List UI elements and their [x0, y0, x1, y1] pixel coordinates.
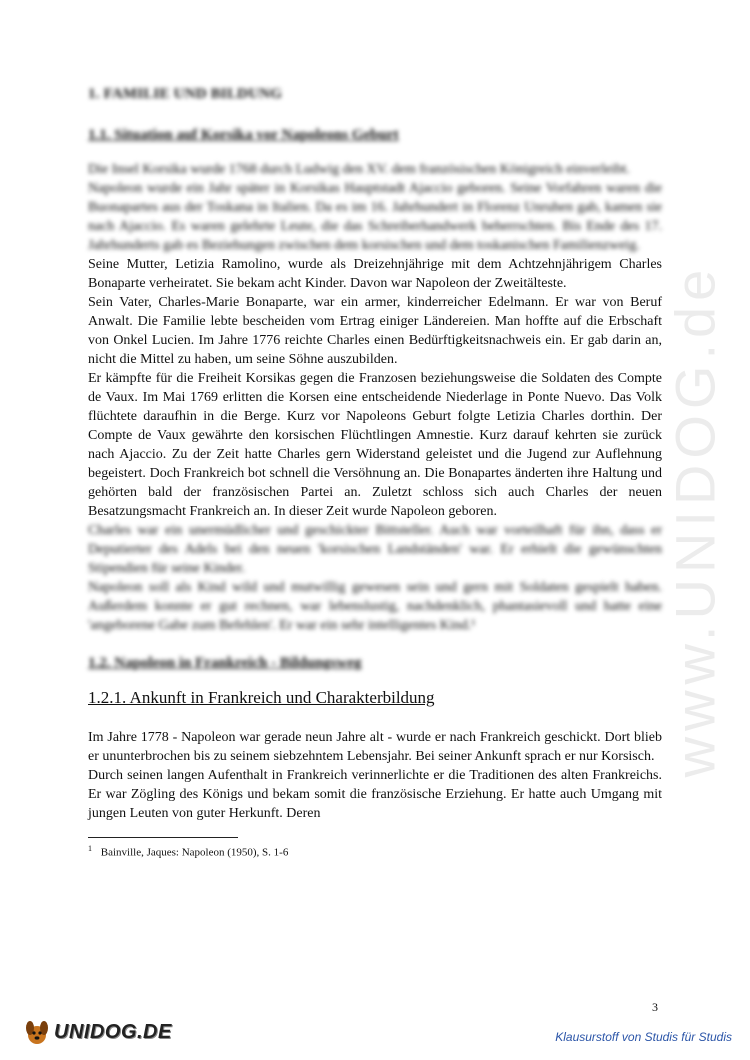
footnote-number: 1	[88, 844, 92, 853]
page-content	[88, 86, 662, 859]
paragraph: Sein Vater, Charles-Marie Bonaparte, war ein armer, kinderreicher Edelmann. Er war von Beruf Anwalt. Die Familie lebte bescheiden vom Ertrag einiger Ländereien. Man hoffte auf die Erbschaft von Onkel Lucien. Im Jahre 1776 reichte Charles einen Bedürftigkeitsnachweis ein. Er gab darin an, nicht die Mittel zu haben, um seine Söhne auszubilden.	[88, 295, 662, 367]
blurred-region	[88, 86, 662, 255]
tagline: Klausurstoff von Studis für Studis	[555, 1030, 732, 1044]
logo-text: UNIDOG.DE	[54, 1020, 172, 1043]
page-number: 3	[652, 1000, 658, 1014]
paragraph: Im Jahre 1778 - Napoleon war gerade neun Jahre alt - wurde er nach Frankreich geschickt. Dort blieb er ununterbrochen bis zu seinem siebzehntem Lebensjahr. Bei seiner Ankunft sprach er nur Korsisch.	[88, 730, 662, 764]
paragraph: Napoleon soll als Kind wild und mutwillig gewesen sein und gern mit Soldaten gespielt haben. Außerdem konnte er gut rechnen, war lebenslustig, nachdenklich, phantasievoll und hatte eine 'angeborene Gabe zum Befehlen'. Er war ein sehr intelligentes Kind.¹	[88, 580, 662, 633]
paragraph: Seine Mutter, Letizia Ramolino, wurde als Dreizehnjährige mit dem Achtzehnjährigem Charles Bonaparte verheiratet. Sie bekam acht Kinder. Davon war Napoleon der Zweitälteste.	[88, 257, 662, 291]
heading-ankunft-in-frankreich: 1.2.1. Ankunft in Frankreich und Charakterbildung	[88, 688, 435, 707]
dog-icon	[24, 1018, 50, 1046]
paragraph: Durch seinen langen Aufenthalt in Frankreich verinnerlichte er die Traditionen des alten Frankreichs. Er war Zögling des Königs und bekam somit die französische Erziehung. Er hatte auch Umgang mit jungen Leuten von guter Herkunft. Deren	[88, 768, 662, 821]
heading-napoleon-in-frankreich: 1.2. Napoleon in Frankreich - Bildungsweg	[88, 655, 362, 671]
unidog-logo	[24, 1018, 172, 1046]
heading-familie-und-bildung: 1. FAMILIE UND BILDUNG	[88, 86, 283, 102]
footnote-divider	[88, 837, 238, 838]
paragraph: Charles war ein unermüdlicher und geschickter Bittsteller. Auch war vorteilhaft für ihn, dass er Deputierter des Adels bei den neuen 'korsischen Landständen' war. Er erhielt die gewünschten Stipendien für seine Kinder.	[88, 523, 662, 576]
footnote-text: Bainville, Jaques: Napoleon (1950), S. 1-6	[100, 846, 289, 859]
paragraph: Napoleon wurde ein Jahr später in Korsikas Hauptstadt Ajaccio geboren. Seine Vorfahren waren die Buonapartes aus der Toskana in Italien. Da es im 16. Jahrhundert in Florenz Unruhen gab, kamen sie nach Ajaccio. Es waren gelehrte Leute, die das Schreiberhandwerk beherrschten. Bis Ende des 17. Jahrhunderts gab es Beziehungen zwischen dem korsischen und dem toskanischen Familienzweig.	[88, 181, 662, 253]
paragraph: Die Insel Korsika wurde 1768 durch Ludwig den XV. dem französischen Königreich einverleibt.	[88, 162, 630, 177]
footnote	[88, 844, 662, 859]
watermark-text: www.UNIDOG.de	[663, 263, 727, 777]
heading-situation-korsika: 1.1. Situation auf Korsika vor Napoleons Geburt	[88, 127, 399, 143]
blurred-region	[88, 521, 662, 672]
paragraph: Er kämpfte für die Freiheit Korsikas gegen die Franzosen beziehungsweise die Soldaten des Compte de Vaux. Im Mai 1769 erlitten die Korsen eine entscheidende Niederlage in Ponte Nuevo. Das Volk flüchtete daraufhin in die Berge. Kurz vor Napoleons Geburt folgte Letizia Charles dorthin. Der Compte de Vaux gewährte den korsischen Flüchtlingen Amnestie. Kurz darauf kehrten sie zurück nach Ajaccio. Zu der Zeit hatte Charles gern Widerstand geleistet und die Jugend zur Auflehnung begeistert. Doch Frankreich bot schnell die Versöhnung an. Die Bonapartes änderten ihre Haltung und gehörten bald der französischen Partei an. Zuletzt schloss sich auch Charles der neuen Besatzungsmacht Frankreich an. In dieser Zeit wurde Napoleon geboren.	[88, 371, 662, 519]
